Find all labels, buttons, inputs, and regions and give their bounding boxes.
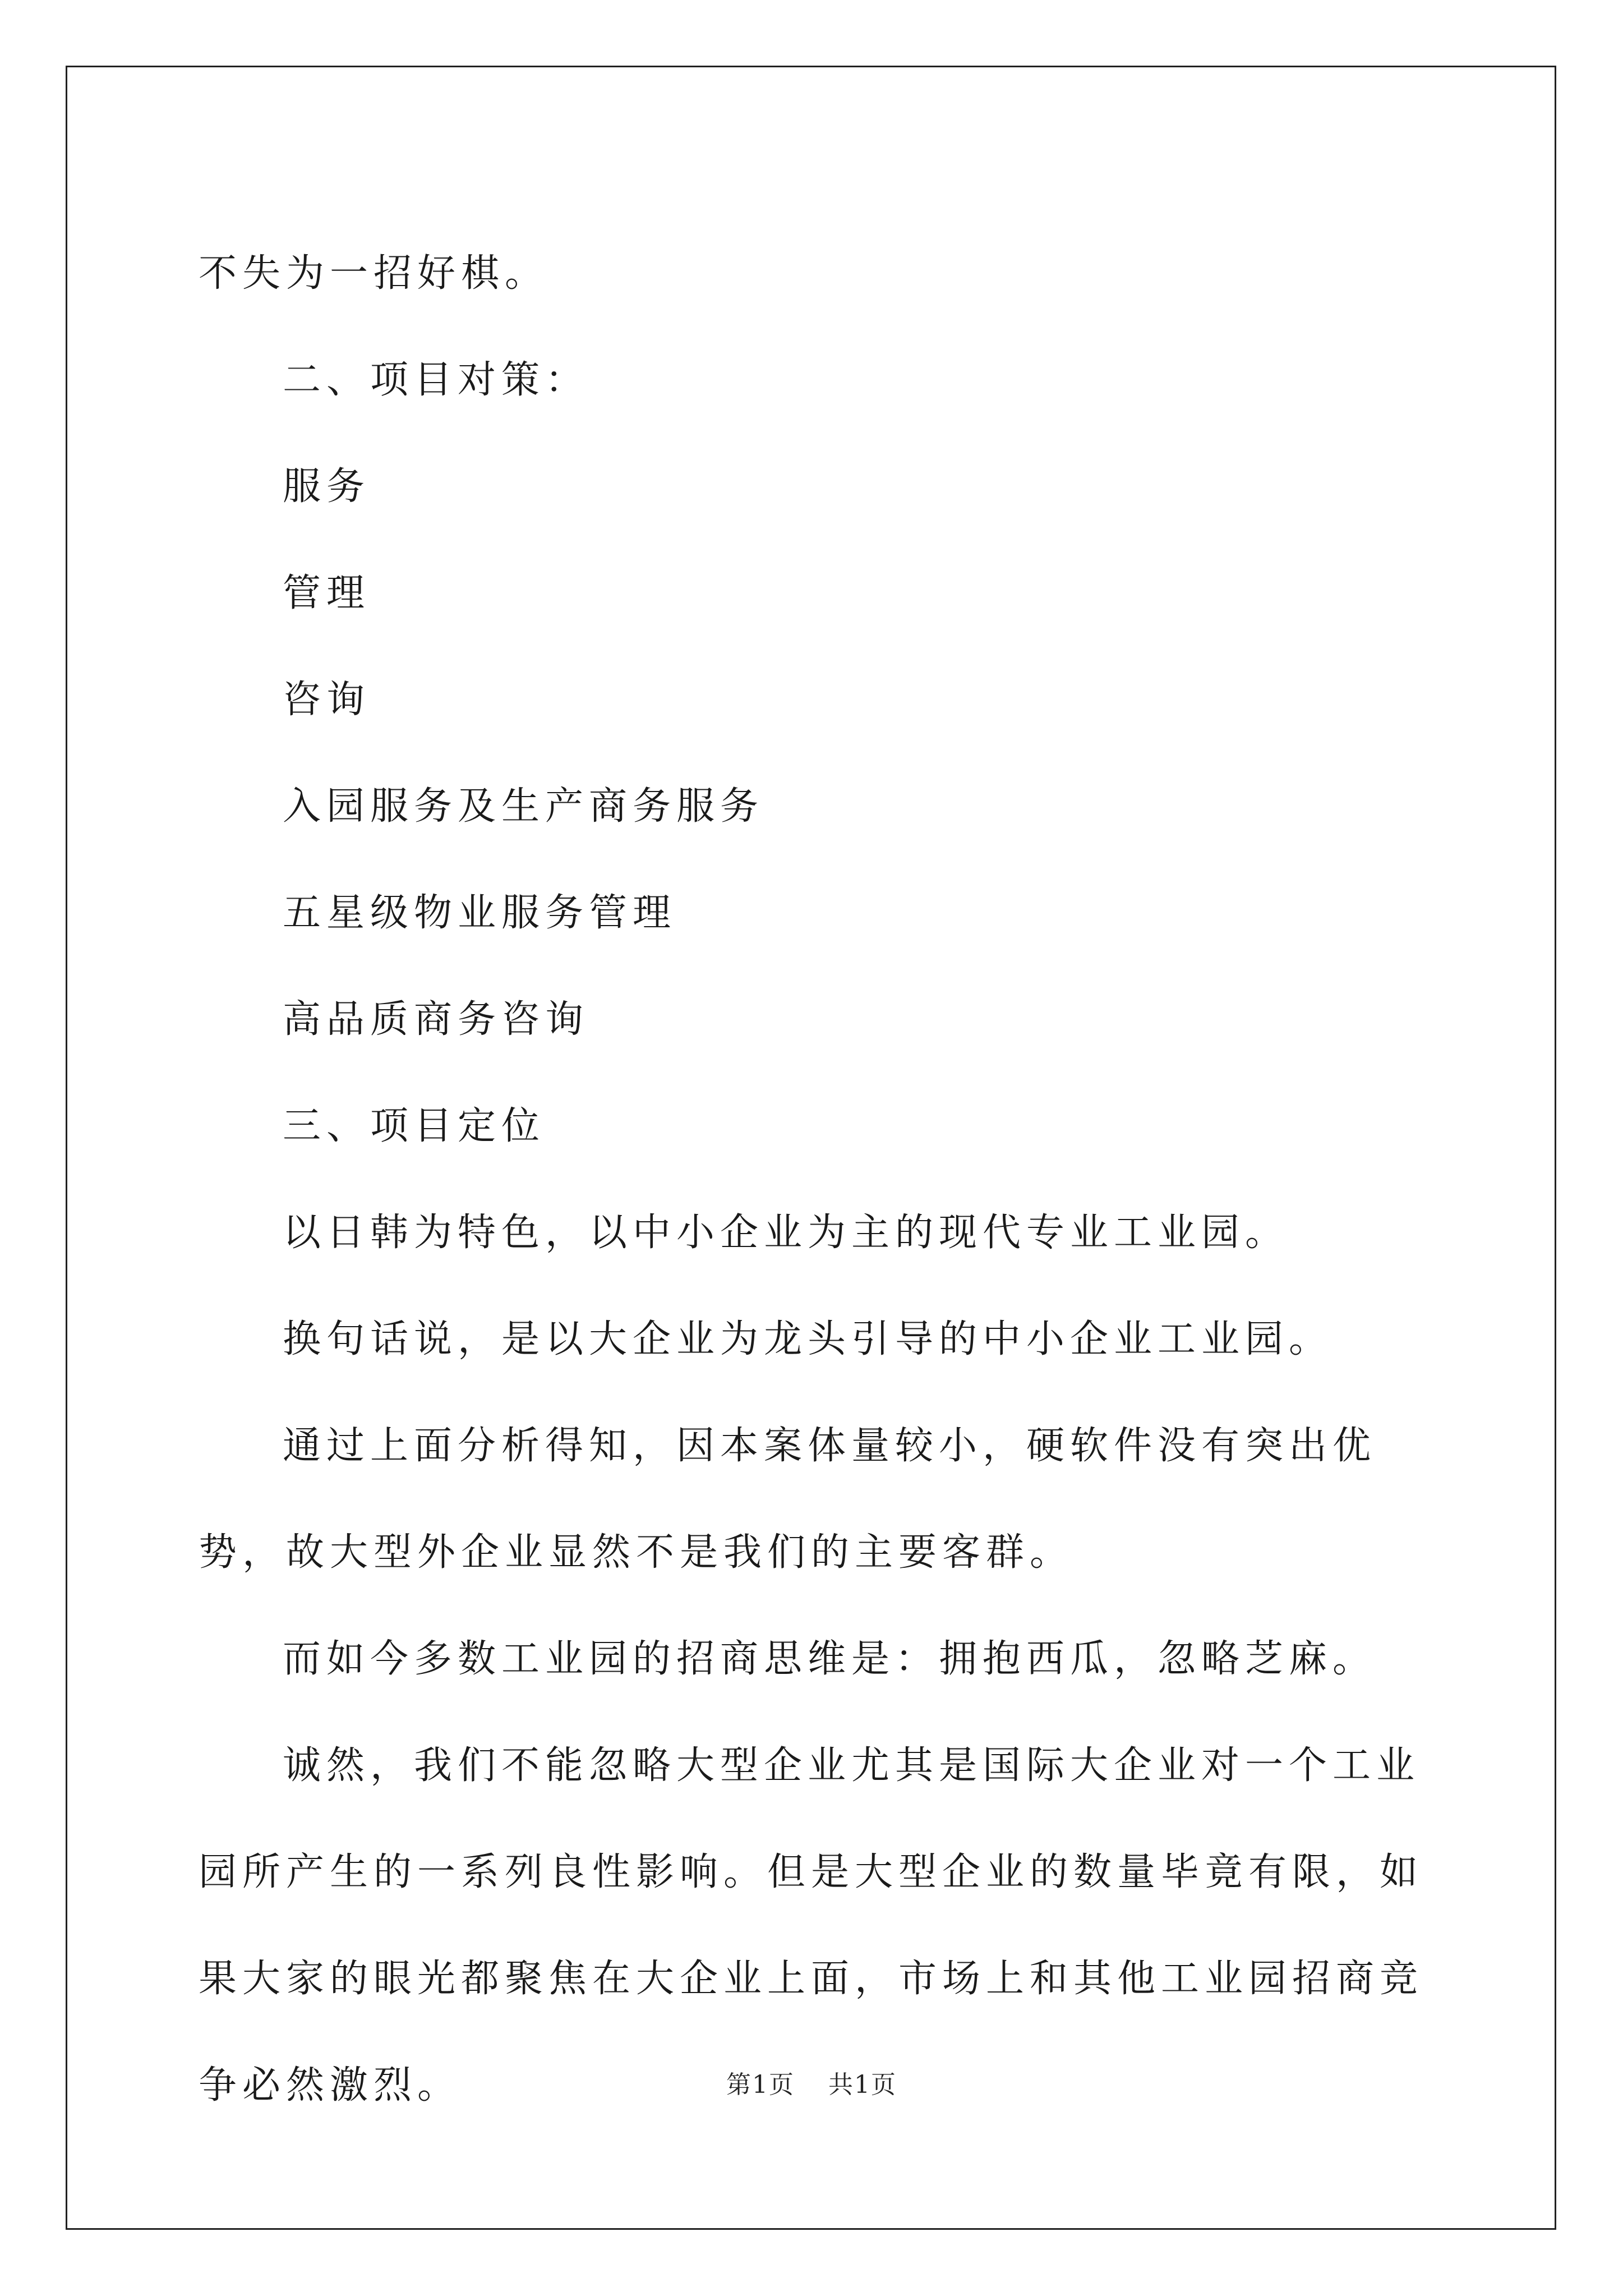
document-body [199,220,1431,2139]
page-number-total: 共1页 [828,2070,897,2099]
paragraph: 通过上面分析得知，因本案体量较小，硬软件没有突出优势，故大型外企业显然不是我们的主要客群。 [199,1424,1377,1575]
paragraph: 诚然，我们不能忽略大型企业尤其是国际大企业对一个工业园所产生的一系列良性影响。但是大型企业的数量毕竟有限，如果大家的眼光都聚焦在大企业上面，市场上和其他工业园招商竞争必然激烈。 [199,1743,1424,2108]
paragraph: 换句话说，是以大企业为龙头引导的中小企业工业园。 [283,1317,1333,1361]
paragraph: 不失为一招好棋。 [199,251,549,296]
section-heading: 三、项目定位 [283,1104,546,1148]
section-heading: 二、项目对策： [283,358,589,402]
list-item: 咨询 [283,678,371,722]
list-item: 五星级物业服务管理 [283,891,677,935]
page-footer [0,2064,1623,2100]
page-number-current: 第1页 [726,2070,795,2099]
list-item: 管理 [283,571,371,615]
list-item: 服务 [283,464,371,509]
paragraph: 而如今多数工业园的招商思维是：拥抱西瓜，忽略芝麻。 [283,1637,1377,1681]
list-item: 高品质商务咨询 [283,997,589,1042]
list-item: 入园服务及生产商务服务 [283,784,764,829]
paragraph: 以日韩为特色，以中小企业为主的现代专业工业园。 [283,1211,1289,1255]
